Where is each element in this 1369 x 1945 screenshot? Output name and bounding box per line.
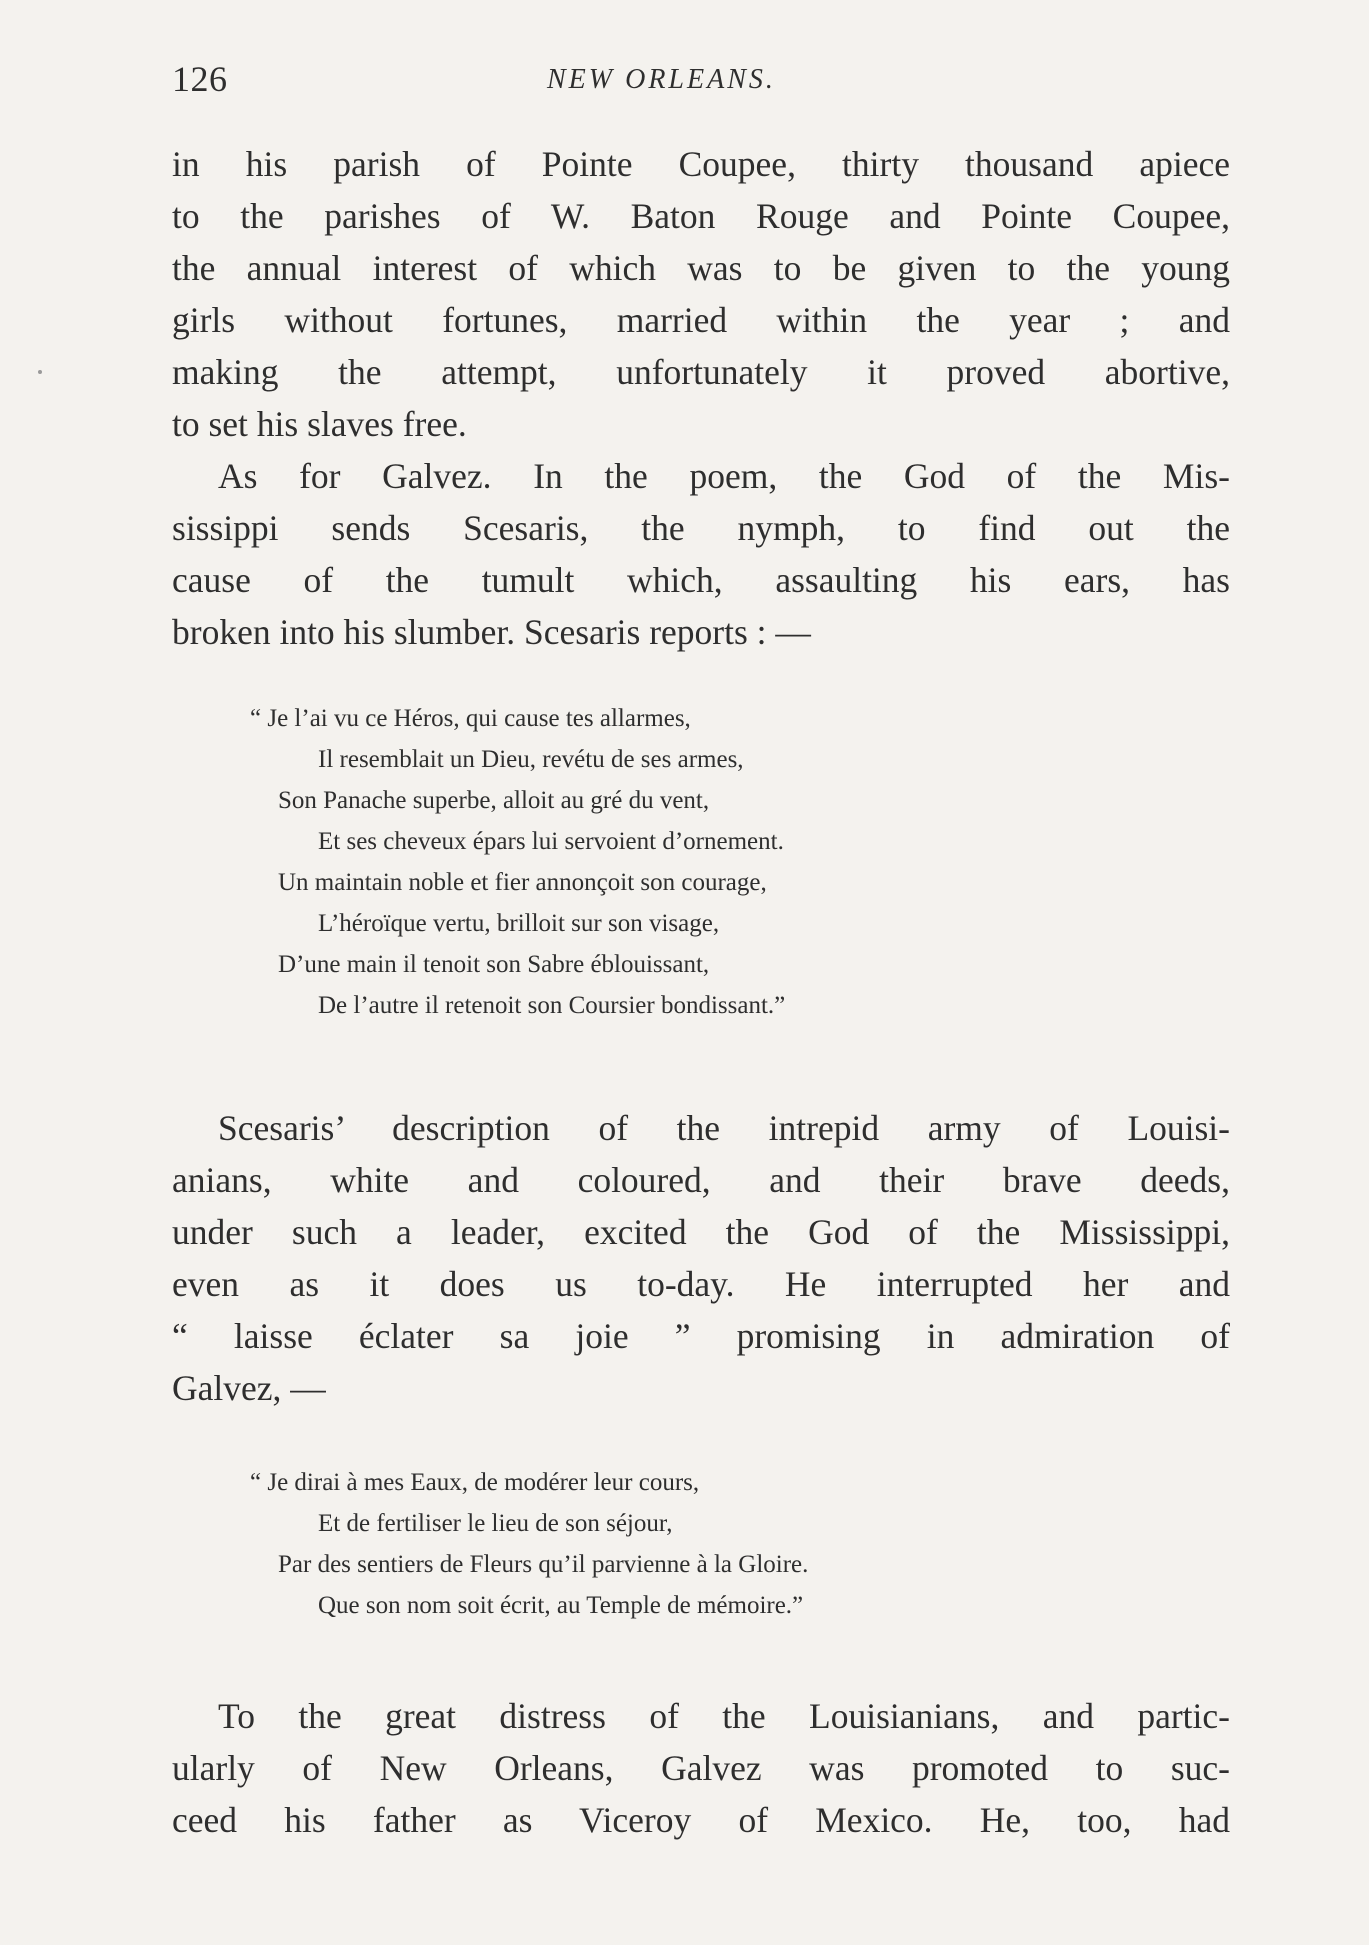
text-line: anians, white and coloured, and their brave deeds, [172, 1160, 1230, 1200]
text-line: broken into his slumber. Scesaris reports : — [172, 612, 811, 652]
text-line: under such a leader, excited the God of the Mississippi, [172, 1212, 1230, 1252]
verse-line: Il resemblait un Dieu, revétu de ses armes, [318, 746, 744, 773]
verse-line: Et de fertiliser le lieu de son séjour, [318, 1510, 673, 1537]
text-line: girls without fortunes, married within the year ; and [172, 300, 1230, 340]
text-line: making the attempt, unfortunately it proved abortive, [172, 352, 1230, 392]
verse-line: L’héroïque vertu, brilloit sur son visage, [318, 910, 720, 937]
verse-line: Que son nom soit écrit, au Temple de mémoire.” [318, 1592, 804, 1619]
text-line: sissippi sends Scesaris, the nymph, to find out the [172, 508, 1230, 548]
text-line: even as it does us to-day. He interrupted her and [172, 1264, 1230, 1304]
verse-quotation-2 [250, 1462, 1150, 1626]
text-line: To the great distress of the Louisianians, and partic- [218, 1696, 1230, 1736]
paragraph-4 [172, 1690, 1230, 1846]
paragraph-2 [172, 450, 1230, 658]
verse-line: Par des sentiers de Fleurs qu’il parvienne à la Gloire. [278, 1551, 809, 1578]
text-line: in his parish of Pointe Coupee, thirty thousand apiece [172, 144, 1230, 184]
verse-quotation-1 [250, 698, 1150, 1026]
verse-line: “ Je dirai à mes Eaux, de modérer leur cours, [250, 1469, 700, 1496]
verse-line: “ Je l’ai vu ce Héros, qui cause tes allarmes, [250, 705, 691, 732]
running-title: NEW ORLEANS. [547, 64, 776, 95]
running-head [172, 58, 1232, 108]
text-line: to the parishes of W. Baton Rouge and Pointe Coupee, [172, 196, 1230, 236]
text-line: ularly of New Orleans, Galvez was promoted to suc- [172, 1748, 1230, 1788]
text-line: Galvez, — [172, 1368, 326, 1408]
text-line: ceed his father as Viceroy of Mexico. He, too, had [172, 1800, 1230, 1840]
paragraph-1 [172, 138, 1230, 450]
verse-line: Son Panache superbe, alloit au gré du vent, [278, 787, 710, 814]
verse-line: D’une main il tenoit son Sabre éblouissant, [278, 951, 710, 978]
stray-mark [38, 370, 42, 374]
text-line: cause of the tumult which, assaulting his ears, has [172, 560, 1230, 600]
text-line: “ laisse éclater sa joie ” promising in admiration of [172, 1316, 1230, 1356]
page-number: 126 [172, 59, 228, 99]
verse-line: Et ses cheveux épars lui servoient d’ornement. [318, 828, 784, 855]
text-line: to set his slaves free. [172, 404, 467, 444]
verse-line: De l’autre il retenoit son Coursier bondissant.” [318, 992, 786, 1019]
verse-line: Un maintain noble et fier annonçoit son courage, [278, 869, 767, 896]
text-line: As for Galvez. In the poem, the God of the Mis- [218, 456, 1230, 496]
text-line: the annual interest of which was to be given to the young [172, 248, 1230, 288]
paragraph-3 [172, 1102, 1230, 1414]
text-line: Scesaris’ description of the intrepid army of Louisi- [218, 1108, 1230, 1148]
